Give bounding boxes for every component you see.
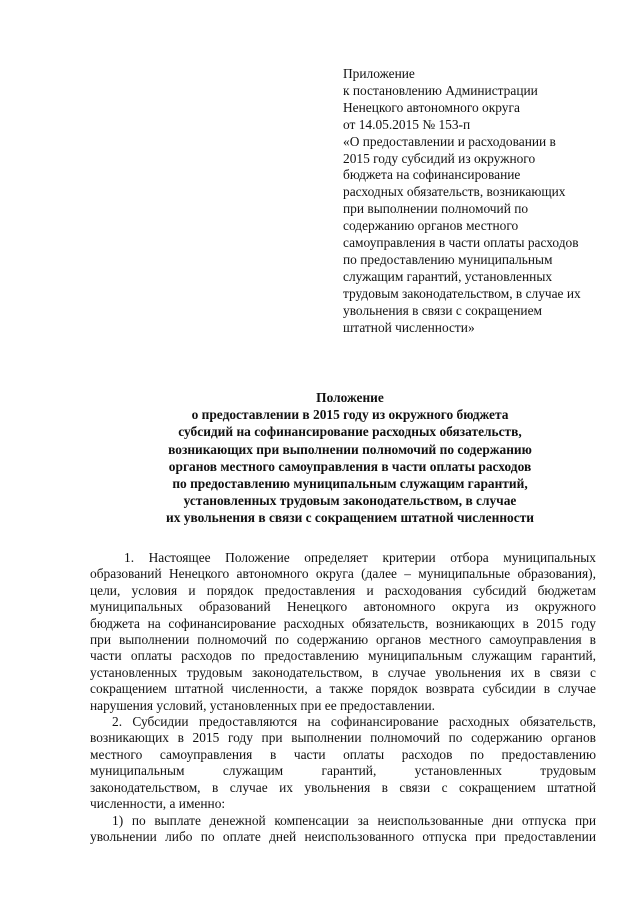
appendix-line: «О предоставлении и расходовании в — [343, 133, 556, 149]
body-line: сокращением штатной численности, а также порядок возврата субсидии в случае — [90, 681, 596, 697]
body-line: увольнении либо по оплате дней неиспользованного отпуска при предоставлении — [90, 828, 596, 844]
appendix-line: содержанию органов местного — [343, 218, 519, 234]
body-line: численности, а именно: — [90, 796, 226, 812]
appendix-line: самоуправления в части оплаты расходов — [343, 235, 579, 251]
appendix-line: штатной численности» — [343, 319, 475, 335]
body-line: цели, условия и порядок предоставления и расходования субсидий бюджетам — [90, 582, 596, 598]
body-line: установленных трудовым законодательством, в случае увольнения их в связи с — [90, 664, 596, 680]
appendix-line: 2015 году субсидий из окружного — [343, 150, 536, 166]
title-line: возникающих при выполнении полномочий по содержанию — [168, 441, 532, 457]
appendix-line: увольнения в связи с сокращением — [343, 302, 542, 318]
title-line: по предоставлению муниципальным служащим гарантий, — [172, 476, 528, 492]
document-title — [80, 389, 620, 527]
body-line: возникающих в 2015 году при выполнении полномочий по содержанию органов — [90, 730, 596, 746]
appendix-line: служащим гарантий, установленных — [343, 268, 553, 284]
appendix-line: к постановлению Администрации — [343, 82, 538, 98]
body-line: законодательством, в случае их увольнения в связи с сокращением штатной — [90, 779, 596, 795]
body-line: 1) по выплате денежной компенсации за неиспользованные дни отпуска при — [112, 812, 596, 828]
title-line: органов местного самоуправления в части оплаты расходов — [168, 458, 532, 474]
title-line: Положение — [316, 390, 384, 405]
body-line: части оплаты расходов по предоставлению муниципальным служащим гарантий, — [90, 648, 596, 664]
appendix-line: расходных обязательств, возникающих — [343, 184, 566, 200]
title-line: их увольнения в связи с сокращением штатной численности — [165, 510, 534, 526]
body-line: муниципальным служащим гарантий, установленных трудовым — [90, 763, 596, 779]
title-line: установленных трудовым законодательством, в случае — [183, 493, 517, 509]
body-line: 1. Настоящее Положение определяет критерии отбора муниципальных — [124, 550, 596, 565]
document-body — [90, 550, 596, 845]
title-line: о предоставлении в 2015 году из окружного бюджета — [191, 407, 509, 423]
body-line: при выполнении полномочий по содержанию органов местного самоуправления в — [90, 632, 596, 648]
body-line: бюджета на софинансирование расходных обязательств, возникающих в 2015 году — [90, 615, 596, 631]
appendix-line: Ненецкого автономного округа — [343, 99, 520, 115]
appendix-line: по предоставлению муниципальным — [343, 251, 553, 267]
appendix-line: трудовым законодательством, в случае их — [343, 285, 581, 301]
body-line: 2. Субсидии предоставляются на софинансирование расходных обязательств, — [112, 714, 596, 730]
body-line: местного самоуправления в части оплаты расходов по предоставлению — [90, 746, 596, 762]
body-line: нарушения условий, установленных при ее предоставлении. — [90, 697, 435, 713]
appendix-line: при выполнении полномочий по — [343, 201, 529, 217]
appendix-header — [343, 66, 613, 337]
body-line: муниципальных образований Ненецкого автономного округа из окружного — [90, 599, 596, 615]
body-line: образований Ненецкого автономного округа (далее – муниципальные образования), — [90, 566, 596, 582]
title-line: субсидий на софинансирование расходных обязательств, — [178, 424, 522, 440]
appendix-line: от 14.05.2015 № 153-п — [343, 116, 471, 132]
appendix-line: бюджета на софинансирование — [343, 167, 521, 183]
appendix-line: Приложение — [343, 66, 415, 81]
